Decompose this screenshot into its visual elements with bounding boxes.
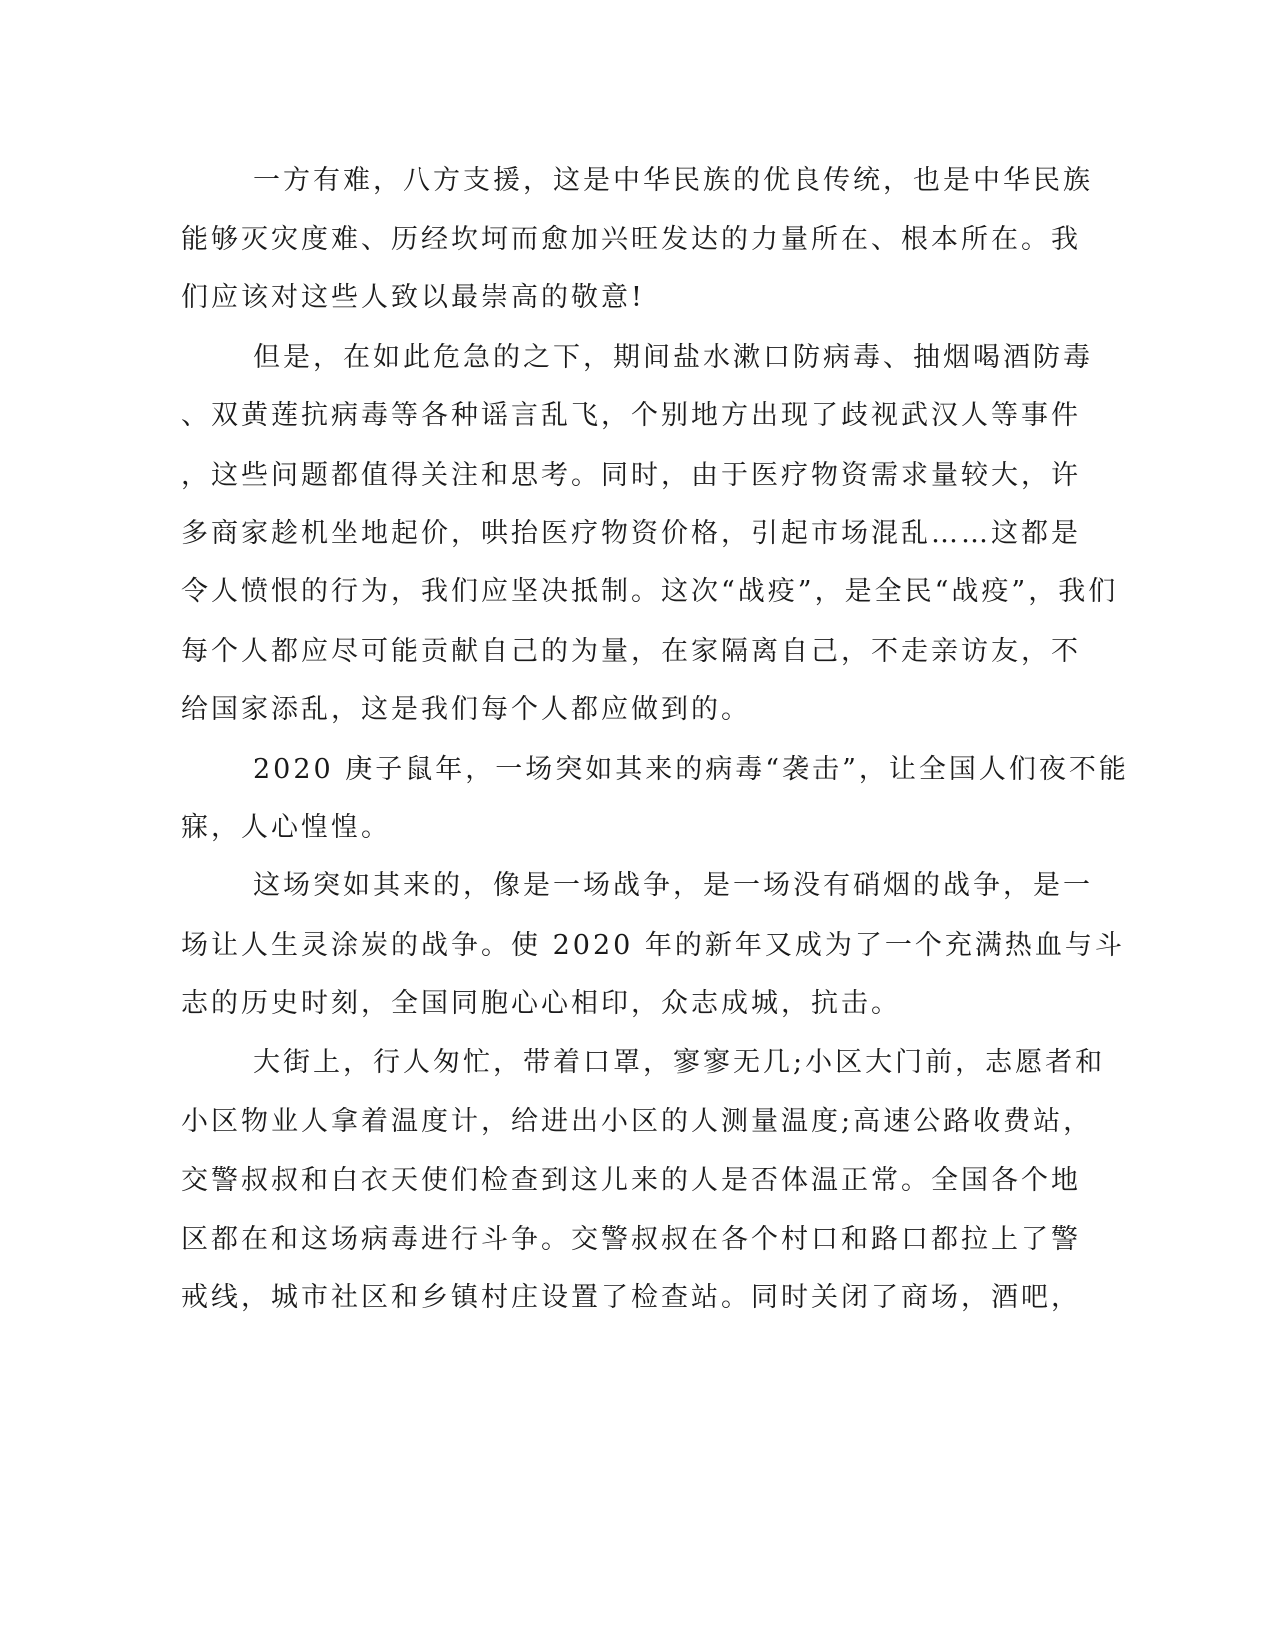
text-line: 交警叔叔和白衣天使们检查到这儿来的人是否体温正常。全国各个地 [181, 1165, 1081, 1196]
text-line: 多商家趁机坐地起价，哄抬医疗物资价格，引起市场混乱……这都是 [181, 518, 1081, 549]
text-line: 2020 庚子鼠年，一场突如其来的病毒“袭击”，让全国人们夜不能 [253, 754, 1129, 785]
text-line: 这场突如其来的，像是一场战争，是一场没有硝烟的战争，是一 [253, 870, 1093, 901]
text-line: 大街上，行人匆忙，带着口罩，寥寥无几;小区大门前，志愿者和 [253, 1047, 1106, 1078]
text-line: ，这些问题都值得关注和思考。同时，由于医疗物资需求量较大，许 [181, 460, 1081, 491]
text-line: 戒线，城市社区和乡镇村庄设置了检查站。同时关闭了商场，酒吧， [181, 1282, 1081, 1313]
text-line: 但是，在如此危急的之下，期间盐水漱口防病毒、抽烟喝酒防毒 [253, 342, 1093, 373]
text-line: 们应该对这些人致以最崇高的敬意! [181, 282, 645, 313]
text-line: 给国家添乱，这是我们每个人都应做到的。 [181, 694, 751, 725]
text-line: 场让人生灵涂炭的战争。使 2020 年的新年又成为了一个充满热血与斗 [181, 930, 1125, 961]
text-line: 小区物业人拿着温度计，给进出小区的人测量温度;高速公路收费站， [181, 1106, 1094, 1137]
text-line: 能够灭灾度难、历经坎坷而愈加兴旺发达的力量所在、根本所在。我 [181, 224, 1081, 255]
text-line: 每个人都应尽可能贡献自己的为量，在家隔离自己，不走亲访友，不 [181, 636, 1081, 667]
text-line: 志的历史时刻，全国同胞心心相印，众志成城，抗击。 [181, 988, 901, 1019]
text-line: 令人愤恨的行为，我们应坚决抵制。这次“战疫”，是全民“战疫”，我们 [181, 576, 1119, 607]
text-line: 、双黄莲抗病毒等各种谣言乱飞，个别地方出现了歧视武汉人等事件 [181, 400, 1081, 431]
text-line: 一方有难，八方支援，这是中华民族的优良传统，也是中华民族 [253, 165, 1093, 196]
text-line: 寐，人心惶惶。 [181, 812, 391, 843]
text-line: 区都在和这场病毒进行斗争。交警叔叔在各个村口和路口都拉上了警 [181, 1224, 1081, 1255]
